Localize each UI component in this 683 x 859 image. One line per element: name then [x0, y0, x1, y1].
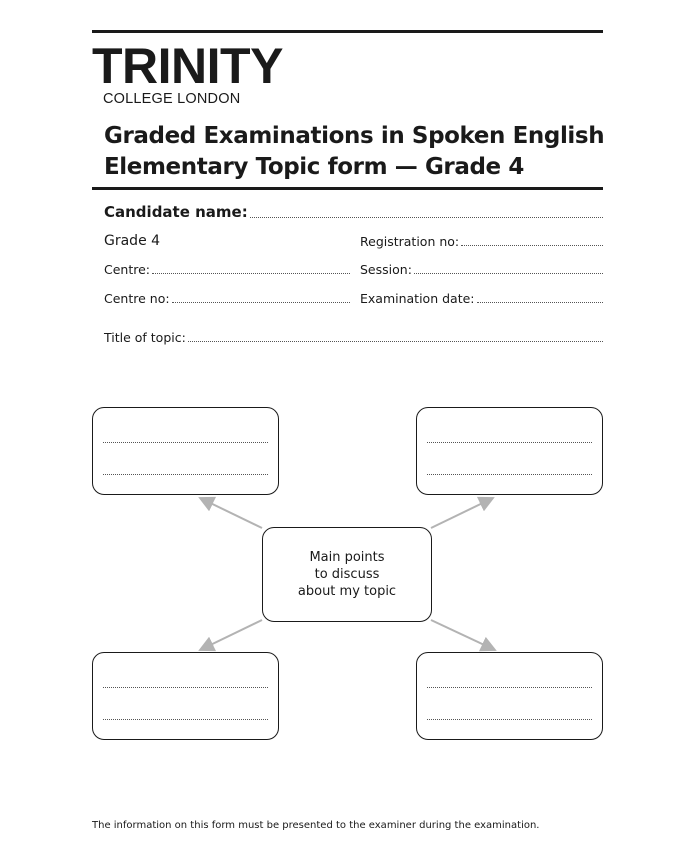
main-points-line-1: Main points	[309, 550, 385, 565]
topic-box-bottom-left[interactable]	[92, 652, 279, 740]
form-title-line-1: Graded Examinations in Spoken English	[104, 123, 605, 149]
topic-box-top-left[interactable]	[92, 407, 279, 495]
topic-box-bottom-right[interactable]	[416, 652, 603, 740]
centre-no-label: Centre no:	[104, 291, 170, 306]
arrow-top-left	[200, 498, 262, 528]
box-line[interactable]	[427, 474, 592, 475]
arrow-bottom-right	[431, 620, 495, 650]
box-line[interactable]	[103, 719, 268, 720]
grade-label: Grade 4	[104, 233, 161, 249]
topic-box-top-right[interactable]	[416, 407, 603, 495]
main-points-line-3: about my topic	[297, 584, 397, 599]
session-label: Session:	[360, 262, 412, 277]
logo-subtitle: COLLEGE LONDON	[103, 91, 241, 107]
form-title-line-2: Elementary Topic form — Grade 4	[104, 154, 524, 180]
box-line[interactable]	[427, 687, 592, 688]
box-line[interactable]	[103, 687, 268, 688]
main-points-line-2: to discuss	[314, 567, 380, 582]
arrow-bottom-left	[200, 620, 262, 650]
box-line[interactable]	[427, 719, 592, 720]
centre-label: Centre:	[104, 262, 151, 277]
box-line[interactable]	[427, 442, 592, 443]
main-points-box	[262, 527, 432, 622]
logo-wordmark: TRINITY	[92, 38, 283, 94]
candidate-name-label: Candidate name:	[104, 203, 248, 221]
box-line[interactable]	[103, 474, 268, 475]
box-line[interactable]	[103, 442, 268, 443]
registration-no-label: Registration no:	[360, 234, 460, 249]
main-points-text	[298, 549, 396, 600]
arrow-top-right	[431, 498, 493, 528]
title-of-topic-label: Title of topic:	[104, 330, 186, 345]
footer-note: The information on this form must be presented to the examiner during the examination.	[92, 820, 540, 831]
examination-date-label: Examination date:	[360, 291, 475, 306]
